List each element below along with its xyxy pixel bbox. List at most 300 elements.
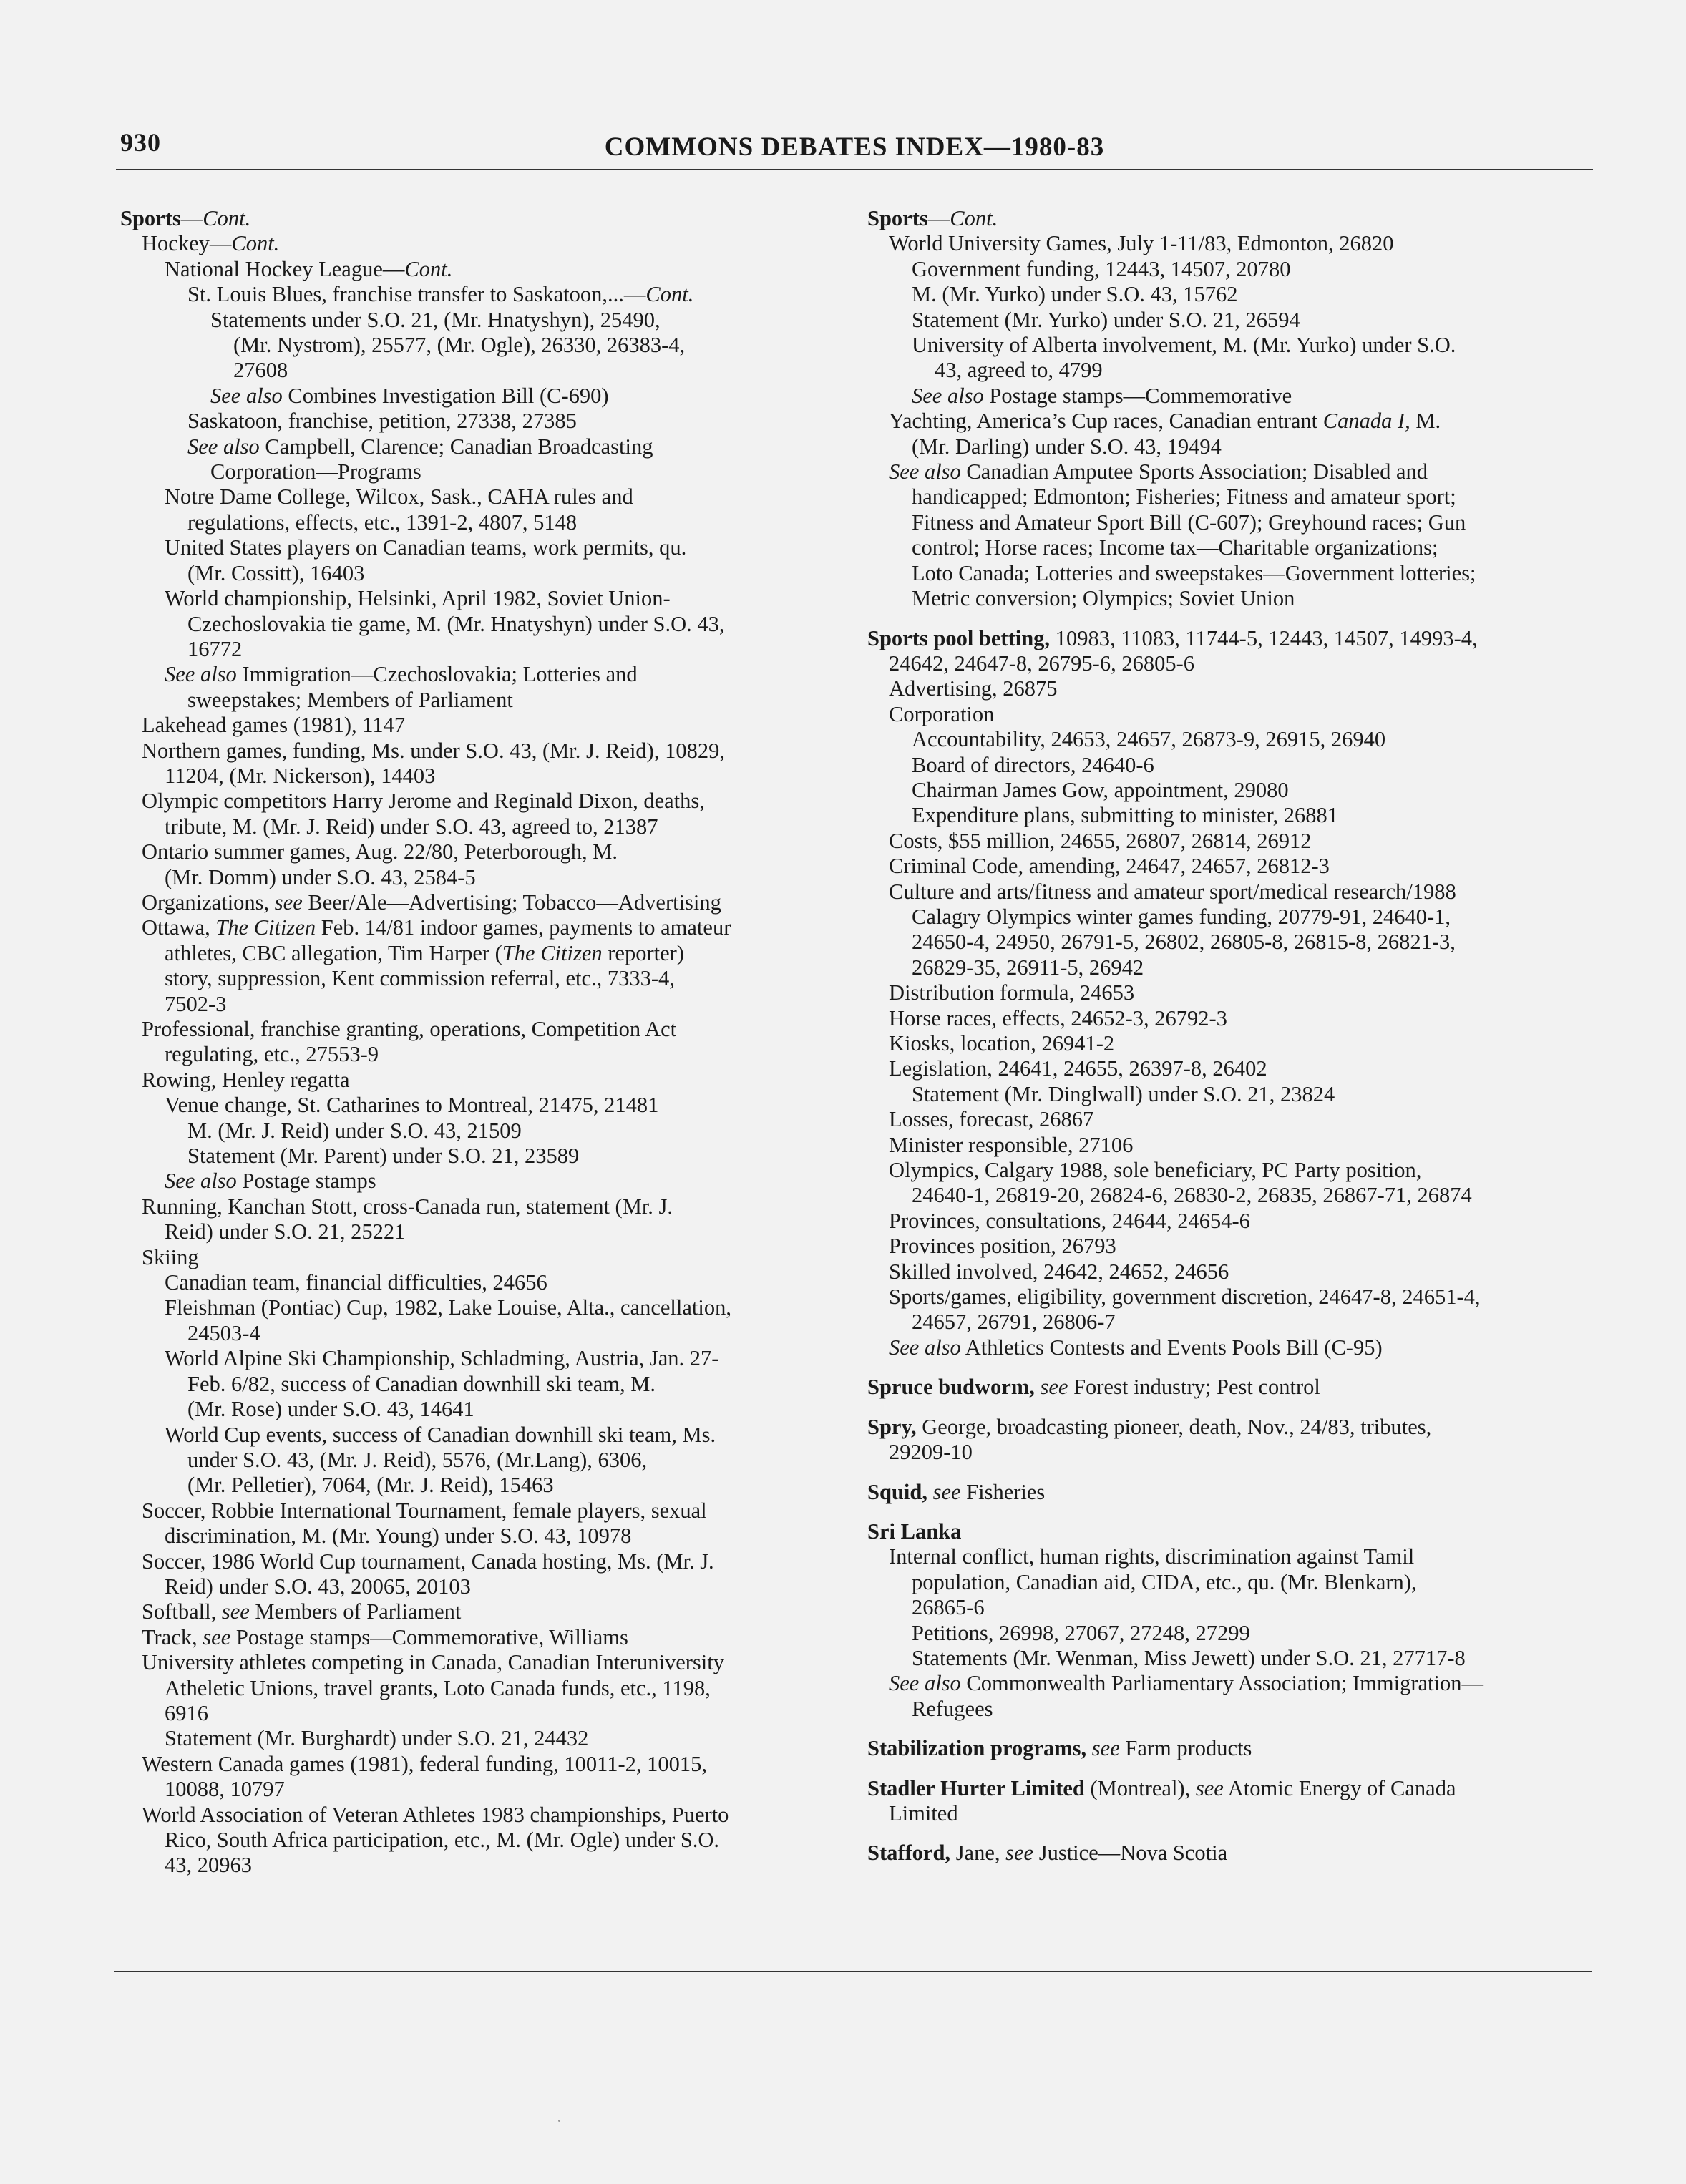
entry-text: (Montreal), [1084, 1775, 1196, 1800]
entry-term: Squid, [867, 1479, 927, 1504]
running-title: COMMONS DEBATES INDEX—1980-83 [604, 132, 1105, 162]
index-subentry-line [867, 333, 1597, 358]
entry-text: 27608 [233, 358, 288, 383]
index-subentry-line [867, 1544, 1597, 1569]
index-subentry-line [120, 1676, 843, 1701]
entry-spacer [867, 1505, 1597, 1519]
entry-text: Olympics, Calgary 1988, sole beneficiary, PC Party position, [889, 1158, 1422, 1183]
italic-text: see [203, 1624, 231, 1649]
page-number: 930 [120, 128, 161, 157]
index-subentry-line [120, 1524, 843, 1549]
index-subentry-line [867, 1801, 1597, 1826]
entry-text: Government funding, 12443, 14507, 20780 [912, 256, 1291, 281]
entry-text: George, broadcasting pioneer, death, Nov., 24/83, tributes, [916, 1414, 1432, 1439]
entry-text: Kiosks, location, 26941-2 [889, 1031, 1115, 1056]
index-subentry-line [120, 409, 843, 434]
entry-text: under S.O. 43, (Mr. J. Reid), 5576, (Mr.Lang), 6306, [187, 1447, 648, 1472]
index-subentry-line [120, 1144, 843, 1169]
index-subentry-line [867, 535, 1597, 560]
entry-term: Spruce budworm, [867, 1375, 1035, 1400]
italic-text: See also [165, 1169, 237, 1194]
index-subentry-line [120, 484, 843, 510]
entry-text: regulations, effects, etc., 1391-2, 4807, 5148 [187, 510, 578, 535]
entry-text: Board of directors, 24640-6 [912, 752, 1154, 777]
entry-text: Provinces, consultations, 24644, 24654-6 [889, 1208, 1250, 1233]
index-subentry-line [120, 1321, 843, 1346]
entry-text: 24642, 24647-8, 26795-6, 26805-6 [889, 650, 1194, 676]
entry-spacer [867, 1826, 1597, 1841]
entry-text: Fleishman (Pontiac) Cup, 1982, Lake Louise, Alta., cancellation, [165, 1295, 731, 1320]
index-subentry-line [120, 1701, 843, 1726]
index-subentry-line [867, 1133, 1597, 1158]
index-subentry-line [120, 333, 843, 358]
entry-text: 24503-4 [187, 1320, 260, 1345]
entry-text: World Cup events, success of Canadian downhill ski team, Ms. [165, 1422, 716, 1447]
entry-text: Venue change, St. Catharines to Montreal, 21475, 21481 [165, 1093, 659, 1118]
index-heading-line [867, 1736, 1597, 1761]
index-subentry-line [867, 484, 1597, 510]
index-heading-line [867, 1776, 1597, 1801]
page-header [116, 126, 1593, 170]
index-subentry-line [867, 1107, 1597, 1132]
entry-text: (Mr. Pelletier), 7064, (Mr. J. Reid), 15463 [187, 1473, 554, 1498]
entry-text: Criminal Code, amending, 24647, 24657, 26812-3 [889, 854, 1330, 879]
entry-text: Olympic competitors Harry Jerome and Reginald Dixon, deaths, [142, 789, 705, 814]
index-subentry-line [120, 865, 843, 890]
italic-text: See also [889, 459, 961, 484]
index-subentry-line [120, 1777, 843, 1802]
index-heading-line [867, 206, 1597, 231]
index-subentry-line [120, 1118, 843, 1144]
entry-text: 24650-4, 24950, 26791-5, 26802, 26805-8, 26815-8, 26821-3, [912, 930, 1456, 955]
entry-text: 26829-35, 26911-5, 26942 [912, 955, 1144, 980]
index-subentry-line [120, 282, 843, 307]
entry-text: Yachting, America’s Cup races, Canadian entrant [889, 409, 1323, 434]
entry-text: Metric conversion; Olympics; Soviet Union [912, 586, 1295, 611]
entry-text: 16772 [187, 636, 243, 661]
index-subentry-line [867, 561, 1597, 586]
entry-text: Horse races, effects, 24652-3, 26792-3 [889, 1005, 1227, 1030]
index-subentry-line [120, 434, 843, 459]
entry-text: (Mr. Rose) under S.O. 43, 14641 [187, 1397, 474, 1422]
entry-text: Ontario summer games, Aug. 22/80, Peterborough, M. [142, 839, 618, 864]
index-subentry-line [867, 702, 1597, 727]
entry-spacer [867, 1360, 1597, 1375]
left-column [120, 206, 843, 1878]
entry-text: story, suppression, Kent commission referral, etc., 7333-4, [165, 966, 675, 991]
entry-text: Fisheries [960, 1479, 1046, 1504]
index-subentry-line [867, 1595, 1597, 1620]
index-subentry-line [867, 651, 1597, 676]
index-subentry-line [120, 1093, 843, 1118]
index-subentry-line [120, 941, 843, 966]
entry-text: Beer/Ale—Advertising; Tobacco—Advertising [302, 889, 721, 915]
italic-text: See also [210, 383, 283, 408]
index-subentry-line [120, 459, 843, 484]
index-heading-line [867, 626, 1597, 651]
entry-spacer [867, 1762, 1597, 1776]
entry-text: Feb. 14/81 indoor games, payments to amateur [316, 915, 731, 940]
index-subentry-line [120, 1397, 843, 1422]
index-subentry-line [867, 308, 1597, 333]
entry-text: M. (Mr. J. Reid) under S.O. 43, 21509 [187, 1118, 522, 1143]
entry-text: Atheletic Unions, travel grants, Loto Canada funds, etc., 1198, [165, 1675, 711, 1700]
entry-text: Skiing [142, 1244, 199, 1269]
index-heading-line [867, 1519, 1597, 1544]
entry-text: Internal conflict, human rights, discrimination against Tamil [889, 1544, 1415, 1569]
index-subentry-line [867, 434, 1597, 459]
entry-text: Farm products [1119, 1736, 1252, 1761]
index-subentry-line [867, 753, 1597, 778]
bottom-rule [114, 1971, 1592, 1972]
entry-text [1086, 1736, 1092, 1760]
entry-term: Sri Lanka [867, 1518, 962, 1544]
entry-text: Ottawa, [142, 915, 216, 940]
index-heading-line [867, 1841, 1597, 1866]
entry-term: Sports [867, 206, 928, 230]
entry-text: Advertising, 26875 [889, 676, 1058, 701]
entry-text: World Alpine Ski Championship, Schladming, Austria, Jan. 27- [165, 1346, 719, 1371]
index-subentry-line [867, 778, 1597, 803]
index-subentry-line [867, 1646, 1597, 1671]
index-subentry-line [867, 231, 1597, 256]
index-subentry-line [867, 955, 1597, 980]
index-subentry-line [120, 535, 843, 560]
entry-text: Corporation [889, 701, 995, 726]
entry-text: Statement (Mr. Burghardt) under S.O. 21, 24432 [165, 1726, 589, 1751]
entry-text: athletes, CBC allegation, Tim Harper ( [165, 940, 502, 965]
entry-text: handicapped; Edmonton; Fisheries; Fitness and amateur sport; [912, 484, 1456, 510]
entry-text: Distribution formula, 24653 [889, 980, 1135, 1005]
index-subentry-line [120, 764, 843, 789]
index-subentry-line [867, 1056, 1597, 1081]
entry-spacer [867, 1722, 1597, 1736]
index-subentry-line [120, 839, 843, 864]
entry-text: M. [1410, 409, 1441, 434]
entry-text: tribute, M. (Mr. J. Reid) under S.O. 43, agreed to, 21387 [165, 814, 658, 839]
index-subentry-line [867, 803, 1597, 828]
index-subentry-line [120, 1068, 843, 1093]
index-subentry-line [120, 1549, 843, 1574]
index-subentry-line [120, 1625, 843, 1650]
index-subentry-line [867, 282, 1597, 307]
entry-text: Soccer, 1986 World Cup tournament, Canada hosting, Ms. (Mr. J. [142, 1549, 714, 1574]
index-subentry-line [867, 1310, 1597, 1335]
entry-term: Stadler Hurter Limited [867, 1775, 1085, 1800]
index-subentry-line [867, 384, 1597, 409]
index-subentry-line [867, 1621, 1597, 1646]
entry-text: Running, Kanchan Stott, cross-Canada run, statement (Mr. J. [142, 1194, 673, 1219]
entry-text: Organizations, [142, 889, 275, 915]
index-subentry-line [120, 510, 843, 535]
entry-text: control; Horse races; Income tax—Charitable organizations; [912, 535, 1438, 560]
entry-text: 24640-1, 26819-20, 26824-6, 26830-2, 26835, 26867-71, 26874 [912, 1183, 1472, 1208]
index-subentry-line [120, 1017, 843, 1042]
entry-text: Skilled involved, 24642, 24652, 24656 [889, 1259, 1229, 1284]
entry-text: 10088, 10797 [165, 1777, 285, 1802]
index-subentry-line [120, 1042, 843, 1067]
entry-text: reporter) [602, 940, 684, 965]
entry-text: Expenditure plans, submitting to minister, 26881 [912, 803, 1339, 828]
index-subentry-line [867, 459, 1597, 484]
entry-text: Canadian Amputee Sports Association; Disabled and [960, 459, 1428, 484]
italic-text: The Citizen [215, 915, 316, 940]
entry-text: University athletes competing in Canada, Canadian Interuniversity [142, 1650, 724, 1675]
index-subentry-line [120, 1270, 843, 1295]
entry-text: Lakehead games (1981), 1147 [142, 713, 406, 738]
entry-text: 24657, 26791, 26806-7 [912, 1310, 1116, 1335]
italic-text: Cont. [950, 206, 998, 230]
entry-text: — [927, 206, 950, 230]
entry-text: Statement (Mr. Dinglwall) under S.O. 21, 23824 [912, 1081, 1335, 1106]
index-subentry-line [867, 1697, 1597, 1722]
index-subentry-line [120, 992, 843, 1017]
index-subentry-line [120, 1498, 843, 1524]
entry-text [927, 1480, 933, 1504]
entry-text: Athletics Contests and Events Pools Bill (C-95) [960, 1335, 1383, 1360]
index-subentry-line [867, 829, 1597, 854]
index-subentry-line [867, 1570, 1597, 1595]
index-subentry-line [120, 1169, 843, 1194]
index-subentry-line [120, 1245, 843, 1270]
entry-term: Sports pool betting, [867, 625, 1051, 650]
entry-text: Atomic Energy of Canada [1223, 1775, 1456, 1800]
entry-text: United States players on Canadian teams, work permits, qu. [165, 535, 687, 560]
index-subentry-line [120, 1219, 843, 1244]
entry-text: Northern games, funding, Ms. under S.O. 43, (Mr. J. Reid), 10829, [142, 738, 725, 763]
index-subentry-line [120, 1295, 843, 1320]
entry-text: Limited [889, 1800, 958, 1825]
italic-text: see [1005, 1841, 1034, 1866]
index-subentry-line [120, 1448, 843, 1473]
entry-text: regulating, etc., 27553-9 [165, 1042, 379, 1067]
italic-text: See also [912, 383, 984, 408]
entry-text: (Mr. Cossitt), 16403 [187, 560, 365, 585]
index-subentry-line [120, 1346, 843, 1371]
entry-text: Petitions, 26998, 27067, 27248, 27299 [912, 1620, 1250, 1645]
index-subentry-line [867, 905, 1597, 930]
entry-text: Soccer, Robbie International Tournament, female players, sexual [142, 1498, 707, 1523]
index-subentry-line [867, 586, 1597, 611]
entry-text: — [180, 206, 203, 230]
entry-term: Stabilization programs, [867, 1736, 1087, 1761]
index-subentry-line [120, 814, 843, 839]
index-subentry-line [867, 1006, 1597, 1031]
index-subentry-line [867, 1082, 1597, 1107]
entry-text: 11204, (Mr. Nickerson), 14403 [165, 763, 436, 788]
index-subentry-line [120, 1650, 843, 1675]
right-column [867, 206, 1597, 1866]
italic-text: see [221, 1599, 250, 1624]
index-subentry-line [120, 688, 843, 713]
entry-text: Justice—Nova Scotia [1033, 1841, 1228, 1866]
entry-text: Combines Investigation Bill (C-690) [282, 383, 609, 408]
entry-text: Statements (Mr. Wenman, Miss Jewett) under S.O. 21, 27717-8 [912, 1645, 1466, 1670]
index-subentry-line [120, 915, 843, 940]
index-subentry-line [867, 1158, 1597, 1183]
italic-text: Cont. [404, 256, 453, 281]
index-subentry-line [120, 1853, 843, 1878]
index-subentry-line [120, 789, 843, 814]
italic-text: see [1195, 1775, 1224, 1800]
index-subentry-line [120, 713, 843, 738]
index-subentry-line [120, 1752, 843, 1777]
index-subentry-line [120, 1599, 843, 1624]
scan-speck [558, 2120, 560, 2122]
index-subentry-line [120, 1194, 843, 1219]
entry-text: Softball, [142, 1599, 222, 1624]
entry-text: Accountability, 24653, 24657, 26873-9, 26915, 26940 [912, 727, 1386, 752]
italic-text: See also [889, 1335, 961, 1360]
entry-text: Western Canada games (1981), federal funding, 10011-2, 10015, [142, 1751, 708, 1776]
index-subentry-line [867, 257, 1597, 282]
entry-text: University of Alberta involvement, M. (Mr. Yurko) under S.O. [912, 333, 1456, 358]
entry-text: Losses, forecast, 26867 [889, 1107, 1094, 1132]
entry-text: 10983, 11083, 11744-5, 12443, 14507, 14993-4, [1050, 625, 1478, 650]
italic-text: see [274, 889, 303, 915]
entry-spacer [867, 1400, 1597, 1415]
index-heading-line [867, 1375, 1597, 1400]
entry-text: Statement (Mr. Yurko) under S.O. 21, 26594 [912, 307, 1300, 332]
entry-text: Culture and arts/fitness and amateur sport/medical research/1988 [889, 879, 1456, 904]
entry-text: Postage stamps [236, 1169, 376, 1194]
entry-term: Sports [120, 206, 181, 230]
index-subentry-line [120, 662, 843, 687]
entry-spacer [867, 1466, 1597, 1480]
entry-text: Commonwealth Parliamentary Association; Immigration— [960, 1671, 1483, 1696]
index-subentry-line [120, 358, 843, 383]
italic-text: see [1040, 1375, 1068, 1400]
index-subentry-line [867, 854, 1597, 879]
index-subentry-line [867, 1209, 1597, 1234]
entry-text: World Association of Veteran Athletes 1983 championships, Puerto [142, 1802, 729, 1827]
italic-text: Cont. [645, 282, 694, 307]
entry-text: World University Games, July 1-11/83, Edmonton, 26820 [889, 231, 1394, 256]
italic-text: See also [165, 662, 237, 687]
entry-text: M. (Mr. Yurko) under S.O. 43, 15762 [912, 282, 1238, 307]
entry-term: Stafford, [867, 1841, 951, 1866]
entry-term: Spry, [867, 1414, 917, 1439]
index-subentry-line [867, 1440, 1597, 1465]
index-subentry-line [867, 1234, 1597, 1259]
entry-text: Postage stamps—Commemorative, Williams [230, 1624, 628, 1649]
entry-text: Loto Canada; Lotteries and sweepstakes—Government lotteries; [912, 560, 1476, 585]
entry-text: Chairman James Gow, appointment, 29080 [912, 777, 1289, 802]
index-subentry-line [867, 676, 1597, 701]
index-heading-line [867, 1415, 1597, 1440]
entry-text: 43, agreed to, 4799 [935, 358, 1103, 383]
entry-text: Calagry Olympics winter games funding, 20779-91, 24640-1, [912, 904, 1451, 929]
italic-text: Cont. [203, 206, 251, 230]
entry-text: Jane, [950, 1841, 1006, 1866]
entry-text: Statement (Mr. Parent) under S.O. 21, 23589 [187, 1144, 580, 1169]
index-subentry-line [120, 966, 843, 991]
entry-text: Members of Parliament [249, 1599, 462, 1624]
italic-text: Cont. [231, 231, 280, 256]
index-subentry-line [120, 890, 843, 915]
index-subentry-line [867, 1335, 1597, 1360]
entry-text: population, Canadian aid, CIDA, etc., qu. (Mr. Blenkarn), [912, 1569, 1417, 1594]
index-heading-line [867, 1480, 1597, 1505]
index-subentry-line [120, 231, 843, 256]
index-subentry-line [120, 1574, 843, 1599]
entry-text: Notre Dame College, Wilcox, Sask., CAHA rules and [165, 484, 633, 510]
index-subentry-line [120, 384, 843, 409]
entry-text: (Mr. Darling) under S.O. 43, 19494 [912, 434, 1222, 459]
entry-spacer [867, 612, 1597, 626]
index-subentry-line [120, 1423, 843, 1448]
index-subentry-line [120, 1828, 843, 1853]
entry-text: sweepstakes; Members of Parliament [187, 687, 513, 712]
index-subentry-line [867, 980, 1597, 1005]
index-subentry-line [867, 358, 1597, 383]
entry-text: Saskatoon, franchise, petition, 27338, 27385 [187, 409, 577, 434]
entry-text: 6916 [165, 1700, 208, 1725]
italic-text: See also [889, 1671, 961, 1696]
entry-text: Sports/games, eligibility, government discretion, 24647-8, 24651-4, [889, 1284, 1481, 1310]
index-subentry-line [867, 930, 1597, 955]
entry-text: (Mr. Nystrom), 25577, (Mr. Ogle), 26330, 26383-4, [233, 333, 686, 358]
index-subentry-line [120, 1473, 843, 1498]
entry-text: Postage stamps—Commemorative [983, 383, 1292, 408]
entry-text: Minister responsible, 27106 [889, 1132, 1134, 1157]
entry-text: Forest industry; Pest control [1068, 1375, 1320, 1400]
entry-text: Reid) under S.O. 21, 25221 [165, 1219, 406, 1244]
entry-text: Rico, South Africa participation, etc., M. (Mr. Ogle) under S.O. [165, 1828, 720, 1852]
entry-text: Czechoslovakia tie game, M. (Mr. Hnatyshyn) under S.O. 43, [187, 611, 725, 636]
italic-text: Canada I, [1322, 409, 1410, 434]
index-subentry-line [120, 308, 843, 333]
index-subentry-line [867, 1183, 1597, 1208]
entry-text: 7502-3 [165, 991, 227, 1016]
index-heading-line [120, 206, 843, 231]
entry-text: 43, 20963 [165, 1853, 252, 1878]
italic-text: see [1091, 1736, 1120, 1761]
index-subentry-line [120, 257, 843, 282]
entry-text: Hockey— [142, 231, 232, 256]
index-subentry-line [120, 561, 843, 586]
entry-text: Legislation, 24641, 24655, 26397-8, 26402 [889, 1056, 1267, 1081]
index-subentry-line [120, 738, 843, 764]
index-subentry-line [867, 1031, 1597, 1056]
entry-text: World championship, Helsinki, April 1982, Soviet Union- [165, 586, 671, 611]
entry-text: 29209-10 [889, 1440, 973, 1465]
entry-text: Immigration—Czechoslovakia; Lotteries and [236, 662, 638, 687]
index-subentry-line [867, 727, 1597, 752]
entry-text: Corporation—Programs [210, 459, 422, 484]
index-subentry-line [120, 637, 843, 662]
index-subentry-line [867, 1671, 1597, 1696]
entry-text: Fitness and Amateur Sport Bill (C-607); Greyhound races; Gun [912, 510, 1466, 535]
index-subentry-line [120, 586, 843, 611]
index-subentry-line [120, 1803, 843, 1828]
entry-text: Provinces position, 26793 [889, 1234, 1116, 1259]
entry-text: Professional, franchise granting, operations, Competition Act [142, 1017, 677, 1041]
index-subentry-line [867, 879, 1597, 905]
entry-text: Rowing, Henley regatta [142, 1067, 350, 1092]
index-subentry-line [867, 510, 1597, 535]
italic-text: The Citizen [502, 940, 603, 965]
entry-text: (Mr. Domm) under S.O. 43, 2584-5 [165, 864, 476, 889]
index-subentry-line [120, 612, 843, 637]
entry-text: Feb. 6/82, success of Canadian downhill ski team, M. [187, 1371, 656, 1396]
entry-text: Campbell, Clarence; Canadian Broadcasting [259, 434, 653, 459]
entry-text: St. Louis Blues, franchise transfer to Saskatoon,...— [187, 282, 646, 307]
entry-text: Refugees [912, 1696, 993, 1721]
entry-text: 26865-6 [912, 1595, 985, 1620]
italic-text: see [932, 1479, 961, 1504]
entry-text: National Hockey League— [165, 256, 405, 281]
